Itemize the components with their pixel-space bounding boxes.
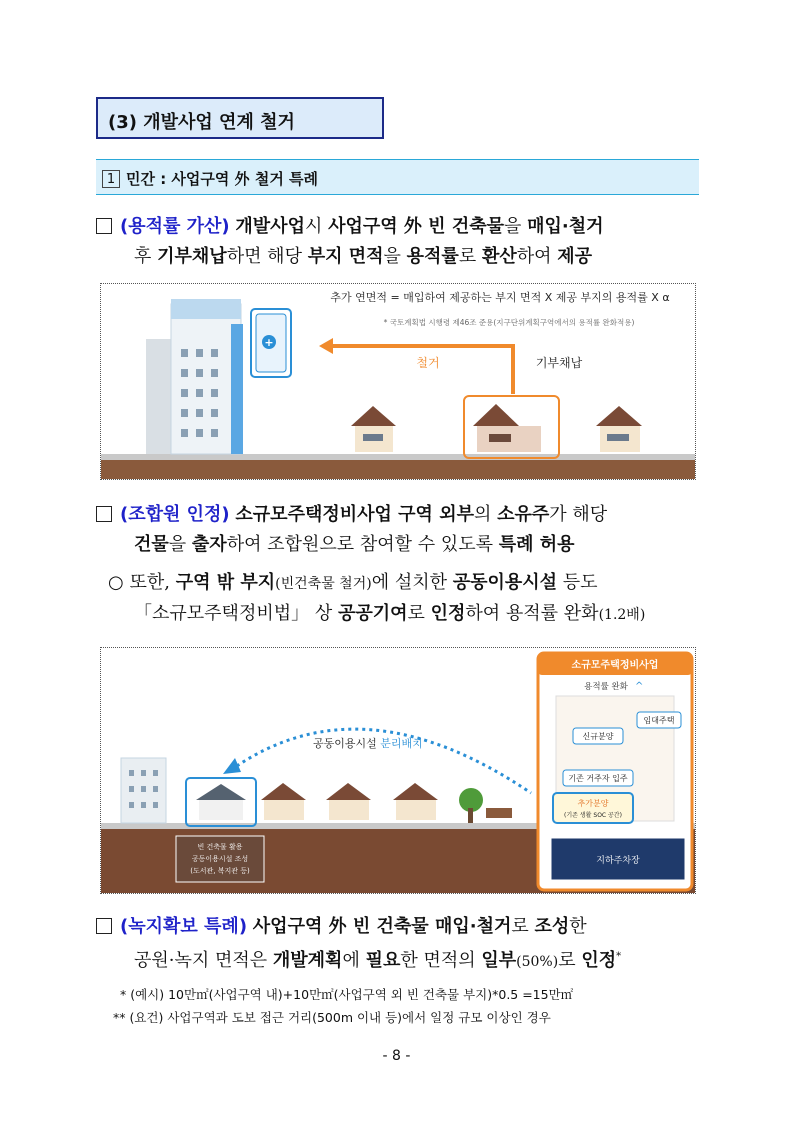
text: 하여 조합원으로 참여할 수 있도록 bbox=[226, 534, 499, 555]
text: 의 bbox=[473, 504, 498, 525]
text: 을 bbox=[504, 216, 528, 237]
house-right bbox=[596, 406, 642, 452]
checkbox-icon bbox=[96, 506, 112, 522]
relax-label: 용적률 완화 bbox=[584, 682, 628, 692]
item1-paragraph bbox=[96, 212, 700, 272]
house-target bbox=[473, 404, 541, 452]
arrow-line bbox=[326, 346, 513, 394]
item2-tag: (조합원 인정) bbox=[120, 504, 230, 525]
text-bold: 조성 bbox=[534, 916, 570, 937]
text-bold: 공동이용시설 bbox=[452, 572, 558, 593]
formula-footnote: * 국토계획법 시행령 제46조 준용(지구단위계획구역에서의 용적률 완화적용) bbox=[383, 318, 635, 327]
text-bold: 기부채납 bbox=[157, 246, 227, 267]
rental-label: 임대주택 bbox=[643, 716, 675, 725]
figure-shared-facility bbox=[100, 647, 696, 894]
arrow-head-icon bbox=[223, 758, 241, 774]
house-row bbox=[261, 783, 438, 820]
text-bold: 환산 bbox=[481, 246, 517, 267]
panel-title: 소규모주택정비사업 bbox=[571, 660, 659, 671]
text: 공원·녹지 면적은 bbox=[134, 950, 273, 971]
footnote-mark: * bbox=[616, 951, 622, 962]
checkbox-icon bbox=[96, 218, 112, 234]
text-bold: 필요 bbox=[365, 950, 401, 971]
text-bold: 출자 bbox=[191, 534, 227, 555]
item3-paragraph bbox=[96, 912, 700, 977]
vacant-line-1: 빈 건축물 활용 bbox=[197, 843, 243, 851]
item2-paragraph bbox=[96, 500, 700, 630]
text: 하여 용적률 완화 bbox=[465, 603, 599, 624]
text-small: (50%) bbox=[516, 954, 559, 970]
text-bold: 소규모주택정비사업 구역 외부 bbox=[235, 504, 474, 525]
tree-trunk bbox=[468, 808, 473, 823]
new-sale-label: 신규분양 bbox=[582, 732, 614, 741]
text-small: (빈건축물 철거) bbox=[275, 576, 372, 592]
text-bold: 인정 bbox=[430, 603, 466, 624]
text-bold: 사업구역 外 빈 건축물 매입·철거 bbox=[252, 916, 512, 937]
tower-accent bbox=[231, 324, 243, 454]
chevron-up-icon: ^ bbox=[635, 681, 644, 692]
text: 로 bbox=[458, 246, 482, 267]
checkbox-icon bbox=[96, 918, 112, 934]
text: 로 bbox=[511, 916, 535, 937]
item3-tag: (녹지확보 특례) bbox=[120, 916, 248, 937]
text-bold: 매입·철거 bbox=[527, 216, 604, 237]
note-example: * (예시) 10만㎡(사업구역 내)+10만㎡(사업구역 외 빈 건축물 부지)*0.5 =15만㎡ bbox=[120, 987, 574, 1002]
text-bold: 사업구역 外 빈 건축물 bbox=[328, 216, 504, 237]
text-bold: 인정 bbox=[581, 950, 617, 971]
text: 을 bbox=[383, 246, 407, 267]
text-bold: 특례 허용 bbox=[498, 534, 575, 555]
text: 로 bbox=[407, 603, 431, 624]
text-bold: 개발사업 bbox=[235, 216, 305, 237]
text: 등도 bbox=[557, 572, 598, 593]
text-bold: 일부 bbox=[481, 950, 517, 971]
text-bold: 부지 면적 bbox=[307, 246, 384, 267]
figure2-illustration bbox=[101, 648, 696, 894]
ground bbox=[101, 459, 696, 480]
text-bold: 건물 bbox=[134, 534, 169, 555]
house-left bbox=[351, 406, 396, 452]
text-small: (1.2배) bbox=[598, 607, 646, 623]
text: 한 bbox=[569, 916, 587, 937]
tower-top bbox=[171, 299, 241, 319]
small-apartment-windows bbox=[129, 770, 158, 808]
note-requirement: ** (요건) 사업구역과 도보 접근 거리(500m 이내 등)에서 일정 규모 이상인 경우 bbox=[113, 1010, 551, 1025]
shared-label-text: 공동이용시설 bbox=[313, 737, 377, 750]
text: 시 bbox=[304, 216, 329, 237]
vacant-line-2: 공동이용시설 조성 bbox=[191, 855, 249, 863]
bench-icon bbox=[486, 808, 512, 818]
extra-sale-sub: (기존 생활 SOC 공간) bbox=[564, 812, 622, 819]
shared-label bbox=[313, 736, 423, 750]
text: 을 bbox=[168, 534, 192, 555]
text-bold: 제공 bbox=[557, 246, 592, 267]
page-number: - 8 - bbox=[382, 1048, 411, 1064]
text-bold: 개발계획 bbox=[272, 950, 343, 971]
text: 에 설치한 bbox=[371, 572, 453, 593]
text: 또한, bbox=[129, 572, 176, 593]
text: 「소규모주택정비법」 상 bbox=[134, 603, 338, 624]
text: 하면 해당 bbox=[226, 246, 308, 267]
formula-text: 추가 연면적 = 매입하여 제공하는 부지 면적 X 제공 부지의 용적률 X α bbox=[330, 291, 670, 304]
text: 한 면적의 bbox=[400, 950, 482, 971]
text: 후 bbox=[134, 246, 158, 267]
label-demolish: 철거 bbox=[416, 356, 440, 370]
subsection-bar bbox=[96, 159, 699, 195]
house-facility bbox=[196, 784, 246, 820]
text: 에 bbox=[342, 950, 366, 971]
text: 가 해당 bbox=[549, 504, 608, 525]
extra-sale-label: 추가분양 bbox=[577, 799, 609, 808]
plus-symbol: + bbox=[264, 336, 274, 349]
arrow-head-icon bbox=[319, 338, 333, 354]
bullet: ○ bbox=[108, 572, 124, 593]
subsection-title: 민간 : 사업구역 外 철거 특례 bbox=[126, 170, 319, 188]
section-title: (3) 개발사업 연계 철거 bbox=[96, 97, 384, 139]
text-bold: 용적률 bbox=[406, 246, 459, 267]
text-bold: 구역 밖 부지 bbox=[175, 572, 276, 593]
text-bold: 소유주 bbox=[497, 504, 550, 525]
text: 로 bbox=[558, 950, 582, 971]
figure-density-bonus bbox=[100, 283, 696, 480]
label-donate: 기부채납 bbox=[535, 356, 583, 370]
vacant-line-3: (도서관, 복지관 등) bbox=[190, 867, 250, 875]
subsection-number: 1 bbox=[102, 170, 120, 188]
figure1-illustration bbox=[101, 284, 696, 480]
text-bold: 공공기여 bbox=[337, 603, 408, 624]
item1-tag: (용적률 가산) bbox=[120, 216, 230, 237]
parking-label: 지하주차장 bbox=[596, 856, 640, 866]
road bbox=[101, 454, 696, 460]
text: 하여 bbox=[516, 246, 558, 267]
existing-label: 기존 거주자 입주 bbox=[568, 774, 628, 783]
shared-label-accent: 분리배치 bbox=[380, 737, 423, 750]
